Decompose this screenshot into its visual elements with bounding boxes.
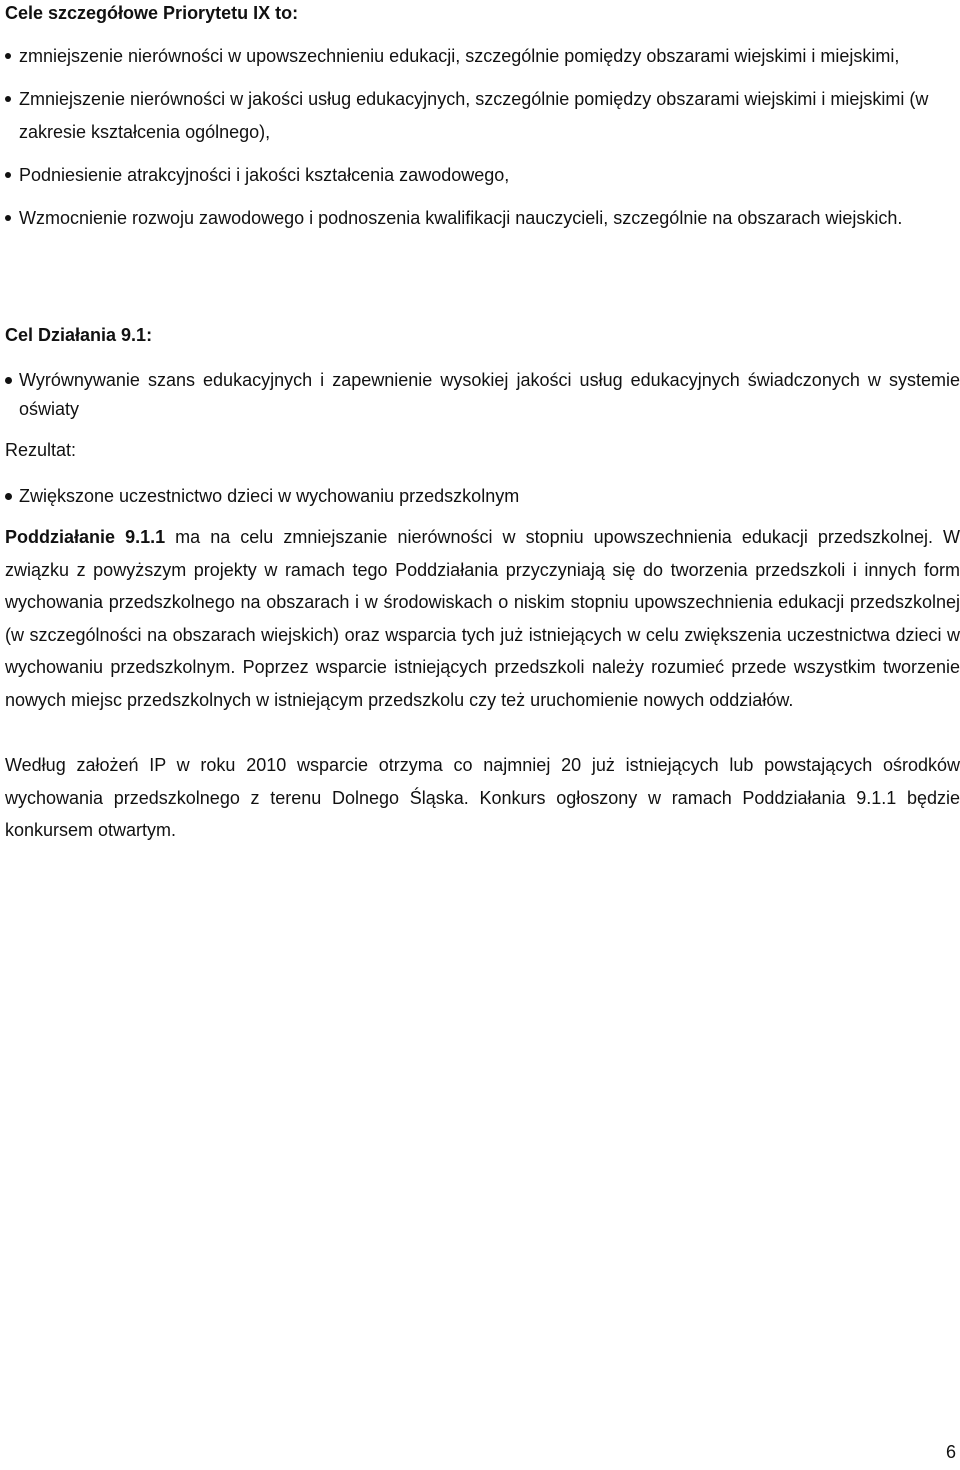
plan-paragraph: Według założeń IP w roku 2010 wsparcie otrzyma co najmniej 20 już istniejących lub powstających ośrodków wychowania przedszkolnego z terenu Dolnego Śląska. Konkurs ogłoszony w ramach Poddziałania 9.1.1 będzie konkursem otwartym. bbox=[5, 755, 960, 840]
goal-item: Wzmocnienie rozwoju zawodowego i podnoszenia kwalifikacji nauczycieli, szczególnie na obszarach wiejskich. bbox=[5, 202, 960, 235]
action-goal-label: Cel Działania 9.1: bbox=[5, 325, 153, 345]
page-number: 6 bbox=[945, 1442, 956, 1462]
section-heading: Cele szczegółowe Priorytetu IX to: bbox=[5, 3, 299, 23]
action-goal-item: Wyrównywanie szans edukacyjnych i zapewnienie wysokiej jakości usług edukacyjnych świadczonych w systemie oświaty bbox=[5, 366, 960, 424]
action-goal-list bbox=[5, 366, 960, 424]
subaction-paragraph bbox=[5, 521, 960, 716]
result-list bbox=[5, 482, 960, 511]
subaction-text: ma na celu zmniejszanie nierówności w stopniu upowszechnienia edukacji przedszkolnej. W związku z powyższym projekty w ramach tego Poddziałania przyczyniają się do tworzenia przedszkoli i innych form wychowania przedszkolnego na obszarach i w środowiskach o niskim stopniu upowszechnienia edukacji przedszkolnej (w szczególności na obszarach wiejskich) oraz wsparcia tych już istniejących w celu zwiększenia uczestnictwa dzieci w wychowaniu przedszkolnym. Poprzez wsparcie istniejących przedszkoli należy rozumieć przede wszystkim tworzenie nowych miejsc przedszkolnych w istniejącym przedszkolu czy też uruchomienie nowych oddziałów. bbox=[5, 527, 960, 710]
goal-item: Podniesienie atrakcyjności i jakości kształcenia zawodowego, bbox=[5, 159, 960, 192]
result-item: Zwiększone uczestnictwo dzieci w wychowaniu przedszkolnym bbox=[5, 482, 960, 511]
subaction-label: Poddziałanie 9.1.1 bbox=[5, 527, 166, 547]
goal-item: Zmniejszenie nierówności w jakości usług edukacyjnych, szczególnie pomiędzy obszarami wiejskimi i miejskimi (w zakresie kształcenia ogólnego), bbox=[5, 83, 960, 149]
result-label: Rezultat: bbox=[5, 440, 77, 460]
goals-list bbox=[5, 40, 960, 245]
goal-item: zmniejszenie nierówności w upowszechnieniu edukacji, szczególnie pomiędzy obszarami wiejskimi i miejskimi, bbox=[5, 40, 960, 73]
